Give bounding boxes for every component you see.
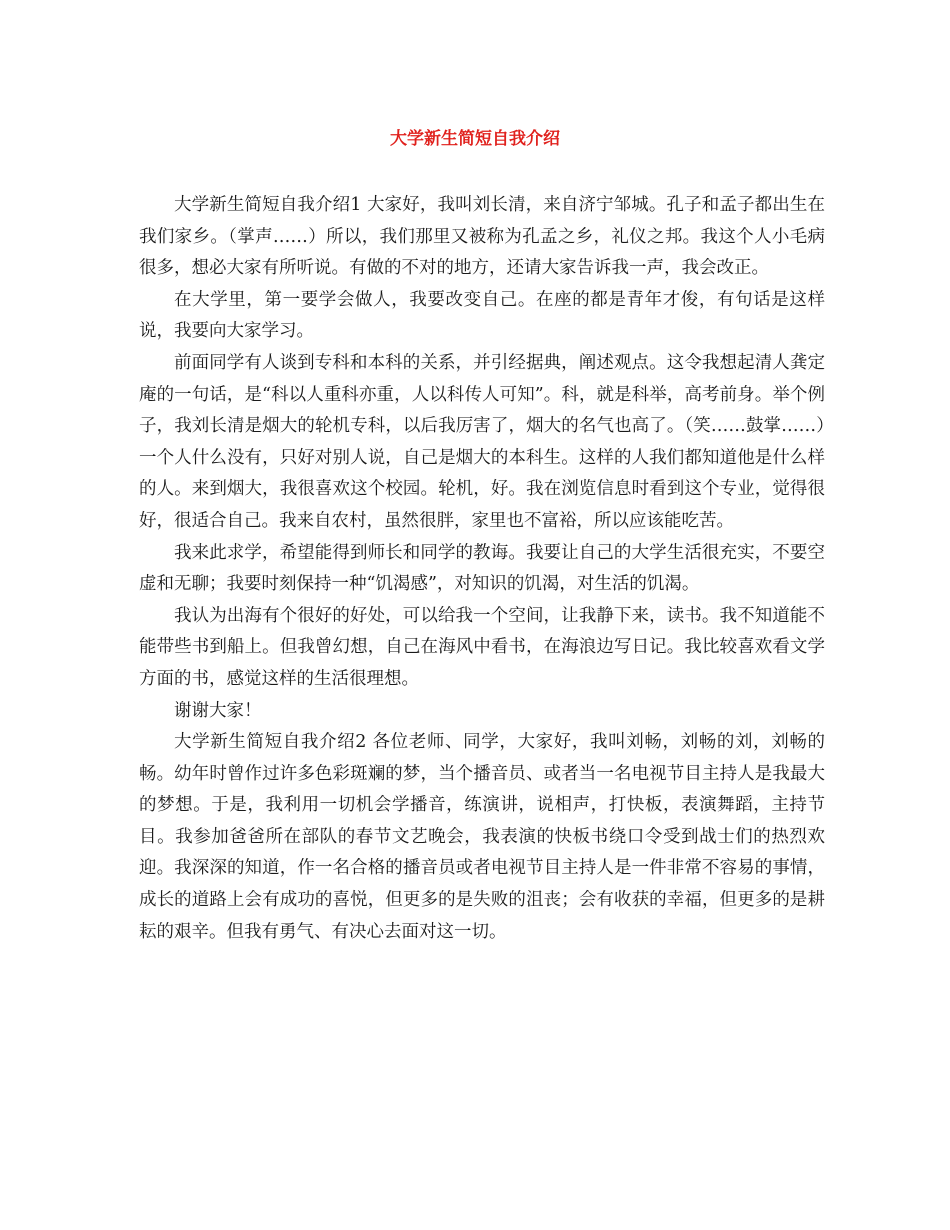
paragraph: 我认为出海有个很好的好处，可以给我一个空间，让我静下来，读书。我不知道能不能带些书到船上。但我曾幻想，自己在海风中看书，在海浪边写日记。我比较喜欢看文学方面的书，感觉这样的生活很理想。: [139, 605, 825, 689]
paragraph: 我来此求学，希望能得到师长和同学的教诲。我要让自己的大学生活很充实，不要空虚和无聊；我要时刻保持一种“饥渴感”，对知识的饥渴，对生活的饥渴。: [139, 542, 825, 595]
paragraph: 谢谢大家！: [174, 700, 262, 721]
paragraph: 前面同学有人谈到专科和本科的关系，并引经据典，阐述观点。这令我想起清人龚定庵的一句话，是“科以人重科亦重，人以科传人可知”。科，就是科举，高考前身。举个例子，我刘长清是烟大的轮机专科，以后我厉害了，烟大的名气也高了。（笑……鼓掌……）一个人什么没有，只好对别人说，自己是烟大的本科生。这样的人我们都知道他是什么样的人。来到烟大，我很喜欢这个校园。轮机，好。我在浏览信息时看到这个专业，觉得很好，很适合自己。我来自农村，虽然很胖，家里也不富裕，所以应该能吃苦。: [139, 352, 825, 531]
document-body: [139, 190, 825, 948]
paragraph: 大学新生简短自我介绍2 各位老师、同学，大家好，我叫刘畅，刘畅的刘，刘畅的畅。幼年时曾作过许多色彩斑斓的梦，当个播音员、或者当一名电视节目主持人是我最大的梦想。于是，我利用一切机会学播音，练演讲，说相声，打快板，表演舞蹈，主持节目。我参加爸爸所在部队的春节文艺晚会，我表演的快板书绕口令受到战士们的热烈欢迎。我深深的知道，作一名合格的播音员或者电视节目主持人是一件非常不容易的事情，成长的道路上会有成功的喜悦，但更多的是失败的沮丧；会有收获的幸福，但更多的是耕耘的艰辛。但我有勇气、有决心去面对这一切。: [139, 732, 825, 942]
paragraph: 在大学里，第一要学会做人，我要改变自己。在座的都是青年才俊，有句话是这样说，我要向大家学习。: [139, 289, 825, 342]
paragraph: 大学新生简短自我介绍1 大家好，我叫刘长清，来自济宁邹城。孔子和孟子都出生在我们家乡。（掌声……）所以，我们那里又被称为孔孟之乡，礼仪之邦。我这个人小毛病很多，想必大家有所听说。有做的不对的地方，还请大家告诉我一声，我会改正。: [139, 195, 825, 279]
document-title: 大学新生简短自我介绍: [390, 129, 560, 149]
